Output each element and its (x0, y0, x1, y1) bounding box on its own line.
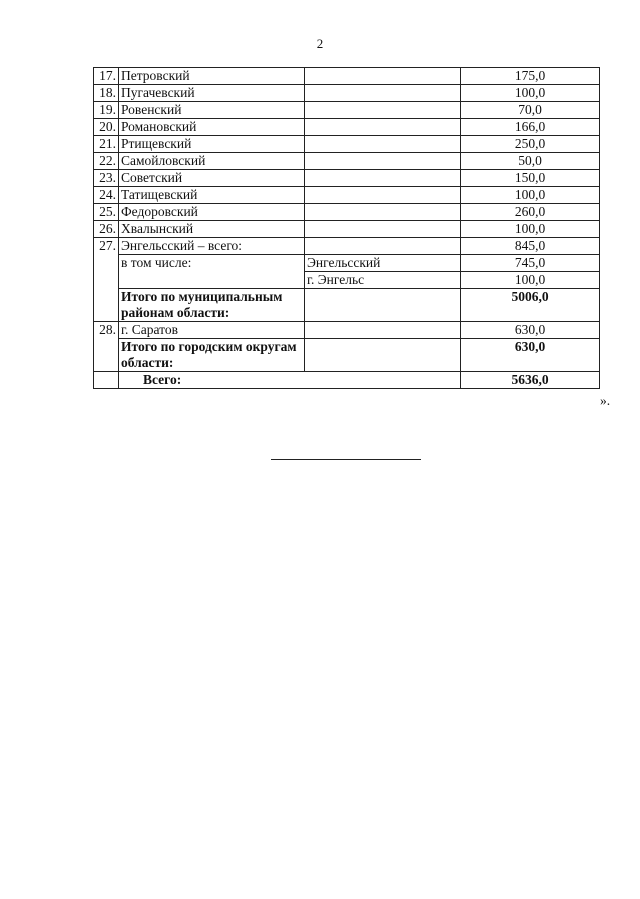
grand-total-label: Всего: (119, 372, 461, 389)
district-name: Романовский (119, 119, 305, 136)
district-name: Энгельсский – всего: (119, 238, 305, 255)
saratov-group (94, 322, 600, 389)
budget-table (93, 67, 600, 389)
table-row (94, 322, 600, 339)
table-row (94, 204, 600, 221)
municipal-total-value: 5006,0 (461, 289, 600, 322)
engels-group (94, 238, 600, 322)
district-name: Федоровский (119, 204, 305, 221)
empty-cell (305, 85, 461, 102)
urban-total-value: 630,0 (461, 339, 600, 372)
district-name: г. Саратов (119, 322, 305, 339)
district-value: 630,0 (461, 322, 600, 339)
signature-line (271, 459, 421, 460)
district-value: 260,0 (461, 204, 600, 221)
district-value: 250,0 (461, 136, 600, 153)
table-row (94, 238, 600, 255)
sub-name: Энгельсский (305, 255, 461, 272)
closing-quote: ». (600, 393, 611, 408)
table-row (94, 221, 600, 238)
grand-total-value: 5636,0 (461, 372, 600, 389)
empty-cell (305, 136, 461, 153)
row-number: 25. (94, 204, 119, 221)
empty-cell (305, 102, 461, 119)
row-number: 23. (94, 170, 119, 187)
district-name: Татищевский (119, 187, 305, 204)
table-row (94, 187, 600, 204)
district-value: 50,0 (461, 153, 600, 170)
table-row (94, 68, 600, 85)
including-label: в том числе: (119, 255, 305, 289)
empty-cell (305, 289, 461, 322)
district-name: Самойловский (119, 153, 305, 170)
empty-cell (305, 322, 461, 339)
row-number: 20. (94, 119, 119, 136)
empty-cell (305, 68, 461, 85)
empty-cell (305, 204, 461, 221)
table-row (94, 119, 600, 136)
municipal-total-row (94, 289, 600, 322)
table-row (94, 255, 600, 272)
row-number: 21. (94, 136, 119, 153)
urban-total-row (94, 339, 600, 372)
grand-total-row (94, 372, 600, 389)
empty-cell (305, 339, 461, 372)
row-number: 28. (94, 322, 119, 372)
table-row (94, 153, 600, 170)
district-name: Ртищевский (119, 136, 305, 153)
empty-cell (305, 119, 461, 136)
sub-name: г. Энгельс (305, 272, 461, 289)
district-name: Хвалынский (119, 221, 305, 238)
table-row (94, 85, 600, 102)
district-rows (94, 68, 600, 238)
row-number: 19. (94, 102, 119, 119)
row-number: 27. (94, 238, 119, 322)
district-value: 166,0 (461, 119, 600, 136)
urban-total-label: Итого по городским округам области: (119, 339, 305, 372)
empty-cell (94, 372, 119, 389)
municipal-total-label: Итого по муниципальным районам области: (119, 289, 305, 322)
row-number: 24. (94, 187, 119, 204)
empty-cell (305, 221, 461, 238)
district-name: Пугачевский (119, 85, 305, 102)
table-row (94, 170, 600, 187)
sub-name-cell (305, 238, 461, 255)
row-number: 26. (94, 221, 119, 238)
district-value: 175,0 (461, 68, 600, 85)
district-value: 845,0 (461, 238, 600, 255)
sub-value: 100,0 (461, 272, 600, 289)
district-name: Ровенский (119, 102, 305, 119)
table-row (94, 136, 600, 153)
district-value: 150,0 (461, 170, 600, 187)
empty-cell (305, 170, 461, 187)
page-number: 2 (316, 36, 324, 51)
table-row (94, 102, 600, 119)
empty-cell (305, 187, 461, 204)
district-value: 100,0 (461, 187, 600, 204)
row-number: 18. (94, 85, 119, 102)
row-number: 22. (94, 153, 119, 170)
district-name: Петровский (119, 68, 305, 85)
sub-value: 745,0 (461, 255, 600, 272)
empty-cell (305, 153, 461, 170)
district-value: 100,0 (461, 221, 600, 238)
row-number: 17. (94, 68, 119, 85)
district-value: 100,0 (461, 85, 600, 102)
district-value: 70,0 (461, 102, 600, 119)
district-name: Советский (119, 170, 305, 187)
